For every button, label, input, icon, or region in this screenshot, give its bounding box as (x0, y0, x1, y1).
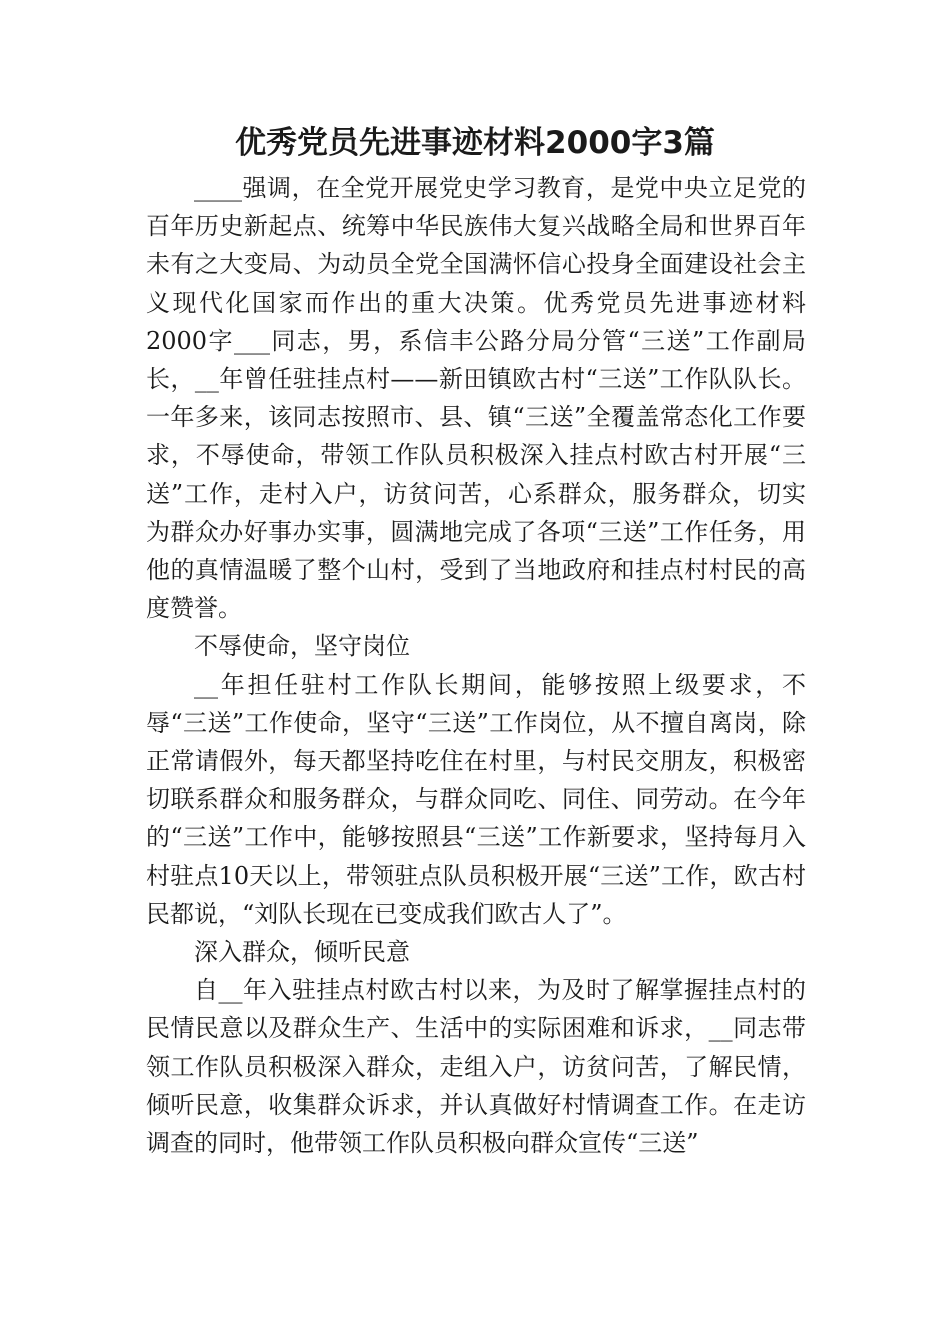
section-heading-masses: 深入群众，倾听民意 (194, 938, 410, 967)
document-body (146, 169, 806, 1162)
document-title: 优秀党员先进事迹材料2000字3篇 (235, 125, 715, 161)
paragraph-masses: 自__年入驻挂点村欧古村以来，为及时了解掌握挂点村的民情民意以及群众生产、生活中的实际困难和诉求，__同志带领工作队员积极深入群众，走组入户，访贫问苦，了解民情，倾听民意，收集群众诉求，并认真做好村情调查工作。在走访调查的同时，他带领工作队员积极向群众宣传“三送” (146, 976, 806, 1158)
paragraph-intro: ____强调，在全党开展党史学习教育，是党中央立足党的百年历史新起点、统筹中华民族伟大复兴战略全局和世界百年未有之大变局、为动员全党全国满怀信心投身全面建设社会主义现代化国家而作出的重大决策。优秀党员先进事迹材料2000字___同志，男，系信丰公路分局分管“三送”工作副局长，__年曾任驻挂点村——新田镇欧古村“三送”工作队队长。一年多来，该同志按照市、县、镇“三送”全覆盖常态化工作要求，不辱使命，带领工作队员积极深入挂点村欧古村开展“三送”工作，走村入户，访贫问苦，心系群众，服务群众，切实为群众办好事办实事，圆满地完成了各项“三送”工作任务，用他的真情温暖了整个山村，受到了当地政府和挂点村村民的高度赞誉。 (146, 174, 806, 623)
section-heading-mission: 不辱使命，坚守岗位 (194, 632, 410, 661)
paragraph-mission: __年担任驻村工作队长期间，能够按照上级要求，不辱“三送”工作使命，坚守“三送”工作岗位，从不擅自离岗，除正常请假外，每天都坚持吃住在村里，与村民交朋友，积极密切联系群众和服务群众，与群众同吃、同住、同劳动。在今年的“三送”工作中，能够按照县“三送”工作新要求，坚持每月入村驻点10天以上，带领驻点队员积极开展“三送”工作，欧古村民都说，“刘队长现在已变成我们欧古人了”。 (146, 670, 806, 928)
